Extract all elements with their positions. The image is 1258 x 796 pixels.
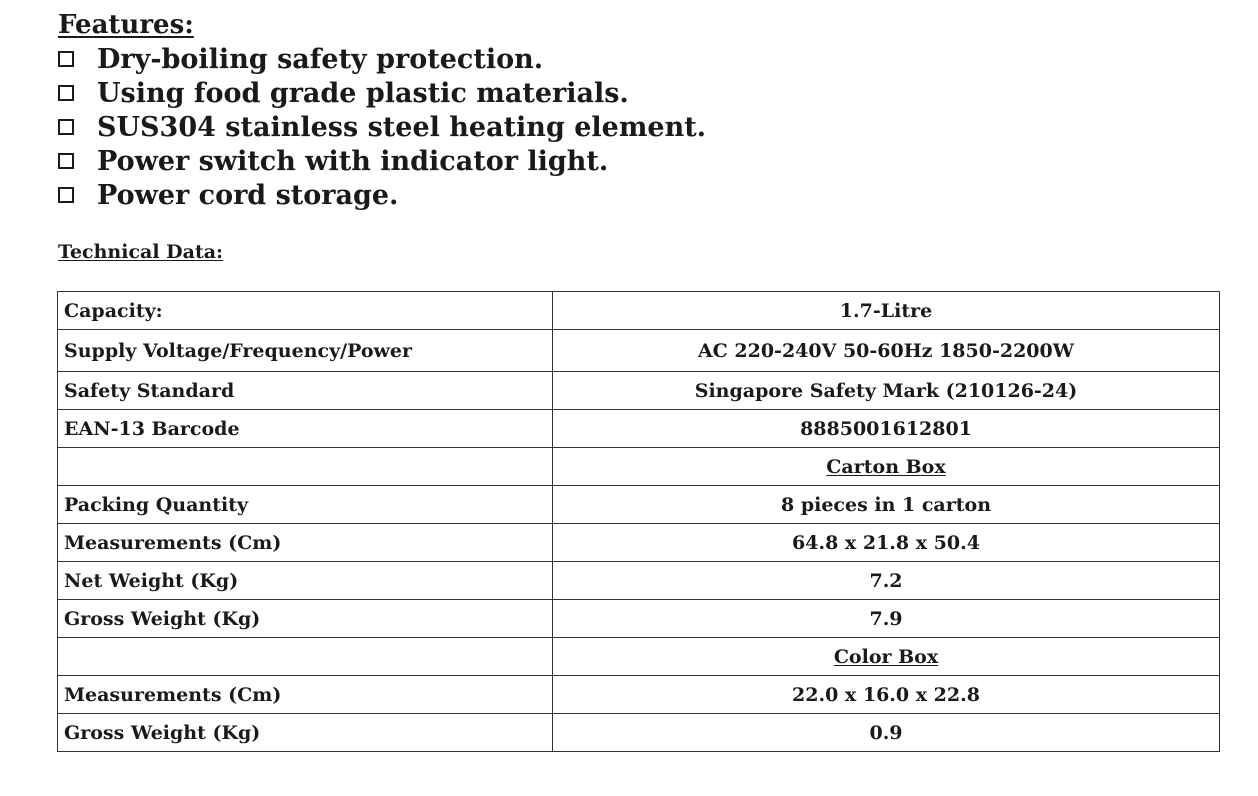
table-row (58, 562, 1220, 600)
row-value: Singapore Safety Mark (210126-24) (553, 372, 1220, 410)
row-label: Capacity: (58, 292, 553, 330)
feature-list (58, 42, 706, 212)
table-row (58, 714, 1220, 752)
feature-item (58, 144, 706, 178)
table-row (58, 638, 1220, 676)
feature-text: Dry-boiling safety protection. (97, 43, 544, 75)
row-label: Supply Voltage/Frequency/Power (58, 330, 553, 372)
row-label: Net Weight (Kg) (58, 562, 553, 600)
checkbox-icon (58, 153, 74, 169)
checkbox-icon (58, 187, 74, 203)
checkbox-icon (58, 51, 74, 67)
row-value: 1.7-Litre (553, 292, 1220, 330)
row-value: 64.8 x 21.8 x 50.4 (553, 524, 1220, 562)
row-label: Measurements (Cm) (58, 524, 553, 562)
table-row (58, 486, 1220, 524)
row-label: Safety Standard (58, 372, 553, 410)
row-value: 0.9 (553, 714, 1220, 752)
table-row (58, 676, 1220, 714)
section-header-cell (553, 448, 1220, 486)
row-label (58, 448, 553, 486)
row-label: Measurements (Cm) (58, 676, 553, 714)
row-value: 7.2 (553, 562, 1220, 600)
checkbox-icon (58, 85, 74, 101)
table-row (58, 448, 1220, 486)
table-row (58, 410, 1220, 448)
feature-text: Power cord storage. (97, 179, 399, 211)
row-value: 8 pieces in 1 carton (553, 486, 1220, 524)
color-box-heading: Color Box (833, 645, 939, 668)
feature-item (58, 76, 706, 110)
checkbox-icon (58, 119, 74, 135)
feature-text: Using food grade plastic materials. (97, 77, 629, 109)
section-header-cell (553, 638, 1220, 676)
table-row (58, 330, 1220, 372)
row-value: AC 220-240V 50-60Hz 1850-2200W (553, 330, 1220, 372)
feature-item (58, 178, 706, 212)
feature-text: SUS304 stainless steel heating element. (97, 111, 707, 143)
technical-data-table (57, 291, 1220, 752)
feature-item (58, 110, 706, 144)
table-row (58, 524, 1220, 562)
row-label: Packing Quantity (58, 486, 553, 524)
row-value: 7.9 (553, 600, 1220, 638)
row-label: Gross Weight (Kg) (58, 714, 553, 752)
row-value: 22.0 x 16.0 x 22.8 (553, 676, 1220, 714)
row-label: EAN-13 Barcode (58, 410, 553, 448)
feature-text: Power switch with indicator light. (97, 145, 609, 177)
table-row (58, 292, 1220, 330)
table-row (58, 600, 1220, 638)
carton-box-heading: Carton Box (826, 455, 946, 478)
row-value: 8885001612801 (553, 410, 1220, 448)
features-heading: Features: (58, 10, 194, 40)
row-label (58, 638, 553, 676)
technical-data-heading: Technical Data: (58, 241, 224, 263)
row-label: Gross Weight (Kg) (58, 600, 553, 638)
feature-item (58, 42, 706, 76)
table-row (58, 372, 1220, 410)
